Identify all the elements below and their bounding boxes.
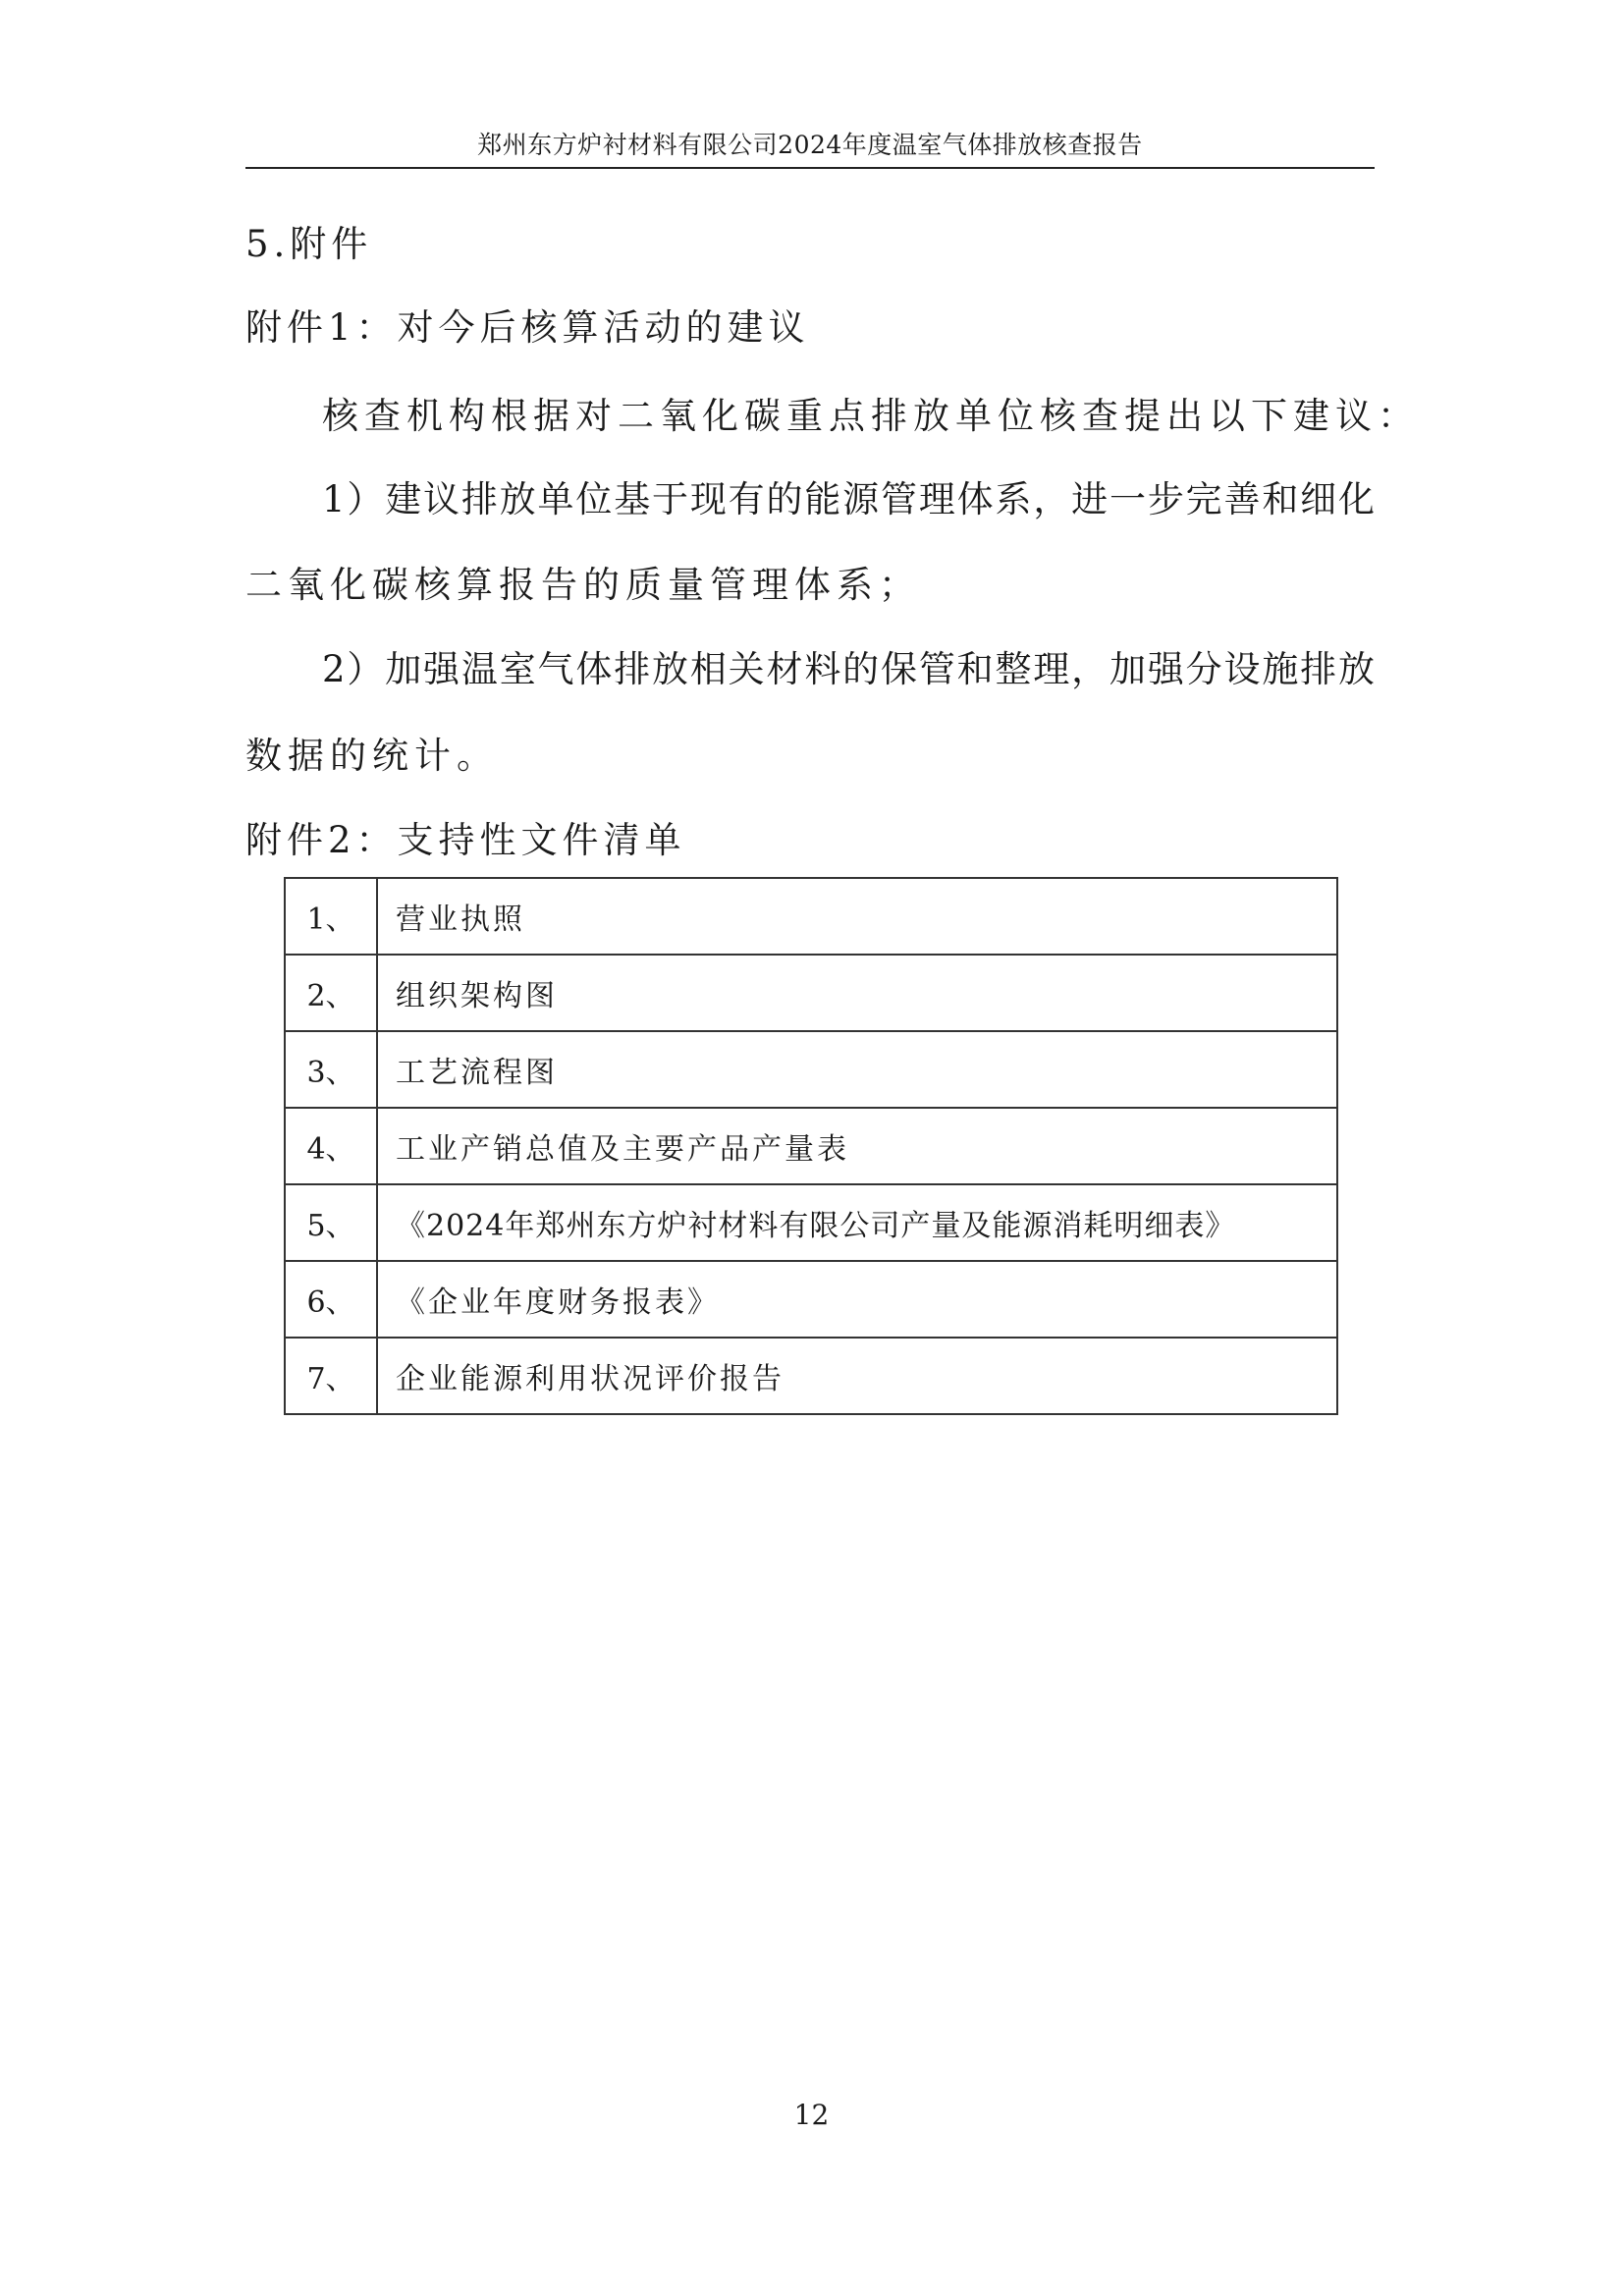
page-header-title: 郑州东方炉衬材料有限公司2024年度温室气体排放核查报告: [477, 131, 1143, 159]
document-name: 《2024年郑州东方炉衬材料有限公司产量及能源消耗明细表》: [377, 1184, 1337, 1261]
table-row: [285, 1108, 1337, 1184]
table-row: [285, 1031, 1337, 1108]
document-name: 工艺流程图: [377, 1031, 1337, 1108]
attachment1-title: 附件1：对今后核算活动的建议: [245, 306, 810, 349]
supporting-documents-table: [284, 877, 1338, 1415]
table-row: [285, 1261, 1337, 1338]
document-name: 组织架构图: [377, 955, 1337, 1031]
suggestion-1-line1: 1）建议排放单位基于现有的能源管理体系，进一步完善和细化: [322, 478, 1375, 520]
document-name: 营业执照: [377, 878, 1337, 955]
document-name: 《企业年度财务报表》: [377, 1261, 1337, 1338]
row-number: 4、: [285, 1108, 377, 1184]
attachment1-intro: 核查机构根据对二氧化碳重点排放单位核查提出以下建议：: [322, 395, 1420, 437]
table-row: [285, 1184, 1337, 1261]
document-name: 工业产销总值及主要产品产量表: [377, 1108, 1337, 1184]
attachment2-title: 附件2：支持性文件清单: [245, 819, 686, 861]
table-row: [285, 878, 1337, 955]
section-title: 5.附件: [245, 223, 373, 265]
suggestion-2-line2: 数据的统计。: [245, 735, 499, 777]
row-number: 6、: [285, 1261, 377, 1338]
row-number: 1、: [285, 878, 377, 955]
table-row: [285, 1338, 1337, 1414]
row-number: 3、: [285, 1031, 377, 1108]
row-number: 2、: [285, 955, 377, 1031]
row-number: 5、: [285, 1184, 377, 1261]
suggestion-1-line2: 二氧化碳核算报告的质量管理体系；: [245, 564, 921, 606]
header-divider: [245, 167, 1375, 169]
suggestion-2-line1: 2）加强温室气体排放相关材料的保管和整理，加强分设施排放: [322, 648, 1375, 690]
row-number: 7、: [285, 1338, 377, 1414]
page-number: 12: [793, 2099, 830, 2131]
document-name: 企业能源利用状况评价报告: [377, 1338, 1337, 1414]
table-row: [285, 955, 1337, 1031]
